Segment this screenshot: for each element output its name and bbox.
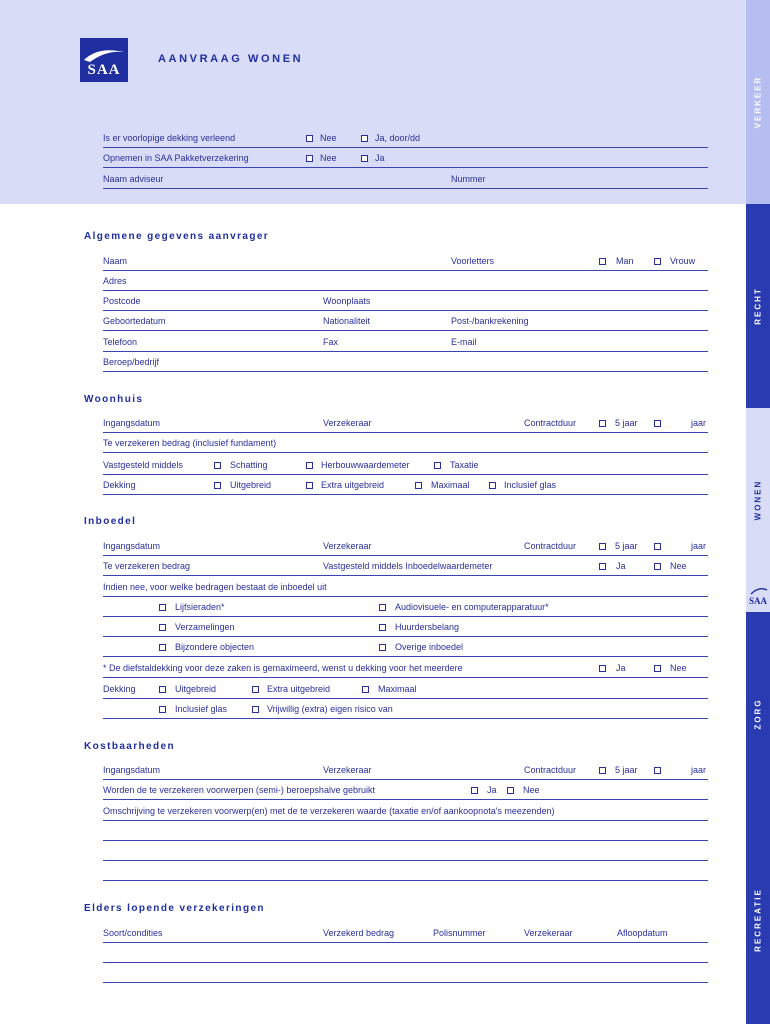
herbouw-label: Herbouwwaardemeter	[321, 460, 410, 470]
inclusief-glas-label: Inclusief glas	[504, 480, 557, 490]
inclusief-glas-checkbox[interactable]	[159, 706, 166, 713]
field-line[interactable]	[103, 167, 708, 168]
side-tab-label: ZORG	[753, 698, 763, 730]
bedrag-label: Te verzekeren bedrag (inclusief fundament)	[103, 438, 277, 448]
saa-logo	[80, 38, 128, 82]
field-line[interactable]	[103, 432, 708, 433]
woonplaats-label: Woonplaats	[323, 296, 371, 306]
soort-label: Soort/condities	[103, 928, 163, 938]
diefstal-ja-checkbox[interactable]	[599, 665, 606, 672]
field-line[interactable]	[103, 636, 708, 637]
vrijwillig-checkbox[interactable]	[252, 706, 259, 713]
man-label: Man	[616, 256, 634, 266]
contractduur-label: Contractduur	[524, 418, 577, 428]
afloopdatum-label: Afloopdatum	[617, 928, 668, 938]
beroep-label: Beroep/bedrijf	[103, 357, 160, 367]
verzekeraar-label: Verzekeraar	[323, 418, 372, 428]
herbouw-checkbox[interactable]	[306, 462, 313, 469]
side-tab-wonen[interactable]	[746, 408, 770, 612]
postcode-label: Postcode	[103, 296, 141, 306]
field-line[interactable]	[103, 698, 708, 699]
maximaal-label: Maximaal	[431, 480, 470, 490]
field-line[interactable]	[103, 718, 708, 719]
audiovisuele-checkbox[interactable]	[379, 604, 386, 611]
email-label: E-mail	[451, 337, 477, 347]
diefstal-ja-label: Ja	[616, 663, 626, 673]
beroeps-label: Worden de te verzekeren voorwerpen (semi-) beroepshalve gebruikt	[103, 785, 375, 795]
uitgebreid-checkbox[interactable]	[214, 482, 221, 489]
field-line[interactable]	[103, 880, 708, 881]
vastgesteld-label: Vastgesteld middels	[103, 460, 183, 470]
beroeps-ja-label: Ja	[487, 785, 497, 795]
overige-inboedel-checkbox[interactable]	[379, 644, 386, 651]
diefstal-nee-label: Nee	[670, 663, 687, 673]
section-title-kostbaarheden: Kostbaarheden	[84, 741, 175, 752]
polisnummer-label: Polisnummer	[433, 928, 486, 938]
taxatie-checkbox[interactable]	[434, 462, 441, 469]
bankrekening-label: Post-/bankrekening	[451, 316, 529, 326]
ja-checkbox[interactable]	[599, 563, 606, 570]
diefstal-label: * De diefstaldekking voor deze zaken is gemaximeerd, wenst u dekking voor het meerdere	[103, 663, 463, 673]
dekking-label: Dekking	[103, 684, 136, 694]
field-line[interactable]	[103, 474, 708, 475]
telefoon-label: Telefoon	[103, 337, 138, 347]
section-title-inboedel: Inboedel	[84, 516, 137, 527]
saa-tab-logo-text: SAA	[748, 596, 767, 606]
field-line[interactable]	[103, 840, 708, 841]
vastgesteld-label: Vastgesteld middels Inboedelwaardemeter	[323, 561, 493, 571]
jaar-checkbox[interactable]	[654, 767, 661, 774]
field-line[interactable]	[103, 677, 708, 678]
verzekerd-bedrag-label: Verzekerd bedrag	[323, 928, 395, 938]
man-checkbox[interactable]	[599, 258, 606, 265]
geboortedatum-label: Geboortedatum	[103, 316, 166, 326]
extra-uitgebreid-checkbox[interactable]	[252, 686, 259, 693]
jaar-label: jaar	[691, 541, 707, 551]
field-line[interactable]	[103, 310, 708, 311]
inclusief-glas-label: Inclusief glas	[175, 704, 228, 714]
section-title-algemeen: Algemene gegevens aanvrager	[84, 231, 270, 242]
field-line[interactable]	[103, 371, 708, 372]
adviseur-label: Naam adviseur	[103, 174, 164, 184]
extra-uitgebreid-label: Extra uitgebreid	[267, 684, 331, 694]
field-line[interactable]	[103, 860, 708, 861]
section-title-elders: Elders lopende verzekeringen	[84, 903, 265, 914]
section-title-woonhuis: Woonhuis	[84, 394, 144, 405]
field-line[interactable]	[103, 656, 708, 657]
pakket-nee-checkbox[interactable]	[306, 155, 313, 162]
extra-uitgebreid-checkbox[interactable]	[306, 482, 313, 489]
side-tab-recht[interactable]	[746, 204, 770, 408]
field-line[interactable]	[103, 779, 708, 780]
maximaal-label: Maximaal	[378, 684, 417, 694]
field-line[interactable]	[103, 452, 708, 453]
verzekeraar-label: Verzekeraar	[524, 928, 573, 938]
vrijwillig-label: Vrijwillig (extra) eigen risico van	[267, 704, 393, 714]
field-line[interactable]	[103, 942, 708, 943]
nee-checkbox[interactable]	[654, 563, 661, 570]
dekking-ja-label: Ja, door/dd	[375, 133, 421, 143]
verzamelingen-checkbox[interactable]	[159, 624, 166, 631]
indien-nee-label: Indien nee, voor welke bedragen bestaat de inboedel uit	[103, 582, 327, 592]
field-line[interactable]	[103, 147, 708, 148]
bijzondere-objecten-label: Bijzondere objecten	[175, 642, 255, 652]
audiovisuele-label: Audiovisuele- en computerapparatuur*	[395, 602, 549, 612]
naam-label: Naam	[103, 256, 128, 266]
lijfsieraden-label: Lijfsieraden*	[175, 602, 225, 612]
dekking-label: Is er voorlopige dekking verleend	[103, 133, 236, 143]
jaar-label: jaar	[691, 765, 707, 775]
dekking-nee-checkbox[interactable]	[306, 135, 313, 142]
dekking-ja-checkbox[interactable]	[361, 135, 368, 142]
pakket-nee-label: Nee	[320, 153, 337, 163]
inclusief-glas-checkbox[interactable]	[489, 482, 496, 489]
field-line[interactable]	[103, 962, 708, 963]
uitgebreid-label: Uitgebreid	[175, 684, 217, 694]
side-tab-label: RECHT	[753, 287, 763, 325]
field-line[interactable]	[103, 494, 708, 495]
vijf-jaar-checkbox[interactable]	[599, 767, 606, 774]
nummer-label: Nummer	[451, 174, 486, 184]
vrouw-label: Vrouw	[670, 256, 696, 266]
field-line[interactable]	[103, 596, 708, 597]
side-tab-label: WONEN	[753, 479, 763, 521]
schatting-checkbox[interactable]	[214, 462, 221, 469]
page-title: AANVRAAG WONEN	[158, 53, 304, 65]
bedrag-label: Te verzekeren bedrag	[103, 561, 191, 571]
bijzondere-objecten-checkbox[interactable]	[159, 644, 166, 651]
uitgebreid-label: Uitgebreid	[230, 480, 272, 490]
overige-inboedel-label: Overige inboedel	[395, 642, 464, 652]
vijf-jaar-label: 5 jaar	[615, 765, 638, 775]
maximaal-checkbox[interactable]	[362, 686, 369, 693]
fax-label: Fax	[323, 337, 339, 347]
pakket-ja-label: Ja	[375, 153, 385, 163]
beroeps-ja-checkbox[interactable]	[471, 787, 478, 794]
field-line[interactable]	[103, 982, 708, 983]
field-line[interactable]	[103, 188, 708, 189]
field-line[interactable]	[103, 820, 708, 821]
field-line[interactable]	[103, 330, 708, 331]
voorletters-label: Voorletters	[451, 256, 495, 266]
ingangsdatum-label: Ingangsdatum	[103, 541, 161, 551]
field-line[interactable]	[103, 799, 708, 800]
dekking-label: Dekking	[103, 480, 136, 490]
field-line[interactable]	[103, 616, 708, 617]
nationaliteit-label: Nationaliteit	[323, 316, 371, 326]
ingangsdatum-label: Ingangsdatum	[103, 418, 161, 428]
field-line[interactable]	[103, 575, 708, 576]
field-line[interactable]	[103, 351, 708, 352]
schatting-label: Schatting	[230, 460, 268, 470]
lijfsieraden-checkbox[interactable]	[159, 604, 166, 611]
vrouw-checkbox[interactable]	[654, 258, 661, 265]
jaar-checkbox[interactable]	[654, 420, 661, 427]
side-tab-label: VERKEER	[753, 75, 763, 129]
verzekeraar-label: Verzekeraar	[323, 765, 372, 775]
vijf-jaar-checkbox[interactable]	[599, 543, 606, 550]
vijf-jaar-checkbox[interactable]	[599, 420, 606, 427]
field-line[interactable]	[103, 270, 708, 271]
logo-text: SAA	[87, 62, 121, 78]
verzekeraar-label: Verzekeraar	[323, 541, 372, 551]
side-tab-verkeer[interactable]	[746, 0, 770, 204]
side-tab-zorg[interactable]	[746, 612, 770, 816]
side-tab-recreatie[interactable]	[746, 816, 770, 1024]
diefstal-nee-checkbox[interactable]	[654, 665, 661, 672]
uitgebreid-checkbox[interactable]	[159, 686, 166, 693]
omschrijving-label: Omschrijving te verzekeren voorwerp(en) met de te verzekeren waarde (taxatie en/of aankoopnota's meezenden)	[103, 806, 555, 816]
contractduur-label: Contractduur	[524, 541, 577, 551]
extra-uitgebreid-label: Extra uitgebreid	[321, 480, 385, 490]
contractduur-label: Contractduur	[524, 765, 577, 775]
pakket-ja-checkbox[interactable]	[361, 155, 368, 162]
dekking-nee-label: Nee	[320, 133, 337, 143]
vijf-jaar-label: 5 jaar	[615, 541, 638, 551]
field-line[interactable]	[103, 555, 708, 556]
field-line[interactable]	[103, 290, 708, 291]
side-tab-label: RECREATIE	[753, 888, 763, 952]
verzamelingen-label: Verzamelingen	[175, 622, 235, 632]
nee-label: Nee	[670, 561, 687, 571]
huurdersbelang-checkbox[interactable]	[379, 624, 386, 631]
jaar-label: jaar	[691, 418, 707, 428]
maximaal-checkbox[interactable]	[415, 482, 422, 489]
beroeps-nee-label: Nee	[523, 785, 540, 795]
jaar-checkbox[interactable]	[654, 543, 661, 550]
ja-label: Ja	[616, 561, 626, 571]
pakket-label: Opnemen in SAA Pakketverzekering	[103, 153, 249, 163]
beroeps-nee-checkbox[interactable]	[507, 787, 514, 794]
adres-label: Adres	[103, 276, 127, 286]
ingangsdatum-label: Ingangsdatum	[103, 765, 161, 775]
vijf-jaar-label: 5 jaar	[615, 418, 638, 428]
taxatie-label: Taxatie	[450, 460, 479, 470]
saa-tab-logo-icon	[749, 586, 769, 596]
huurdersbelang-label: Huurdersbelang	[395, 622, 460, 632]
